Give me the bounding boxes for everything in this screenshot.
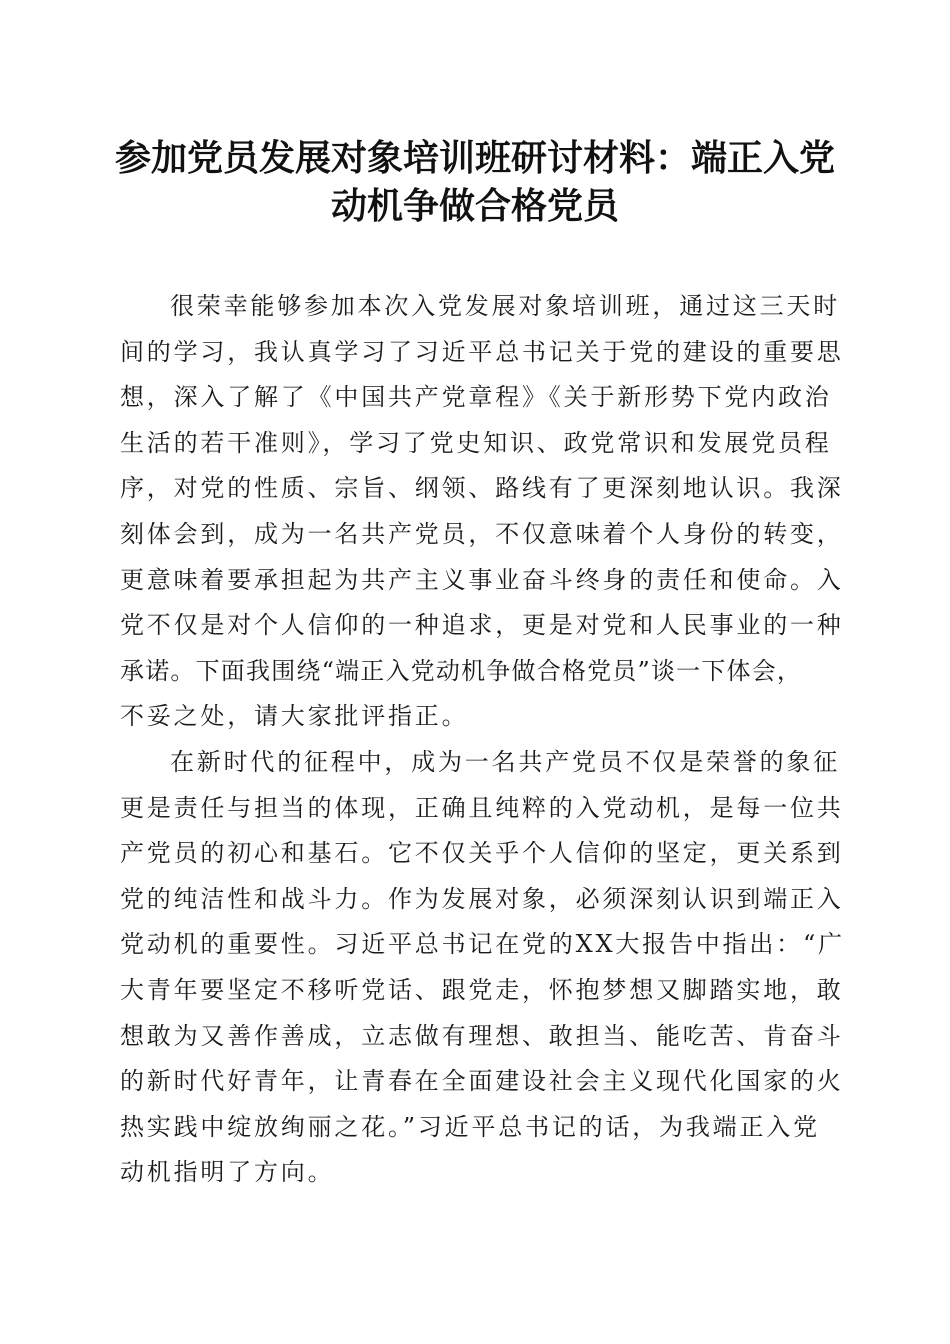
- paragraph-line: 想，深入了解了《中国共产党章程》《关于新形势下党内政治: [120, 383, 832, 412]
- paragraph-line: 的新时代好青年，让青春在全面建设社会主义现代化国家的火: [120, 1067, 844, 1096]
- paragraph-line: 更意味着要承担起为共产主义事业奋斗终身的责任和使命。入: [120, 565, 844, 594]
- paragraph-line: 间的学习，我认真学习了习近平总书记关于党的建设的重要思: [120, 337, 844, 366]
- paragraph-line: 大青年要坚定不移听党话、跟党走，怀抱梦想又脚踏实地，敢: [120, 975, 844, 1004]
- paragraph-line: 更是责任与担当的体现，正确且纯粹的入党动机，是每一位共: [120, 793, 844, 822]
- document-body: [120, 284, 845, 1196]
- paragraph-1: [120, 284, 844, 740]
- paragraph-line: 在新时代的征程中，成为一名共产党员不仅是荣誉的象征: [170, 747, 840, 776]
- title-line-1: 参加党员发展对象培训班研讨材料：端正入党: [114, 137, 835, 179]
- paragraph-line: 刻体会到，成为一名共产党员，不仅意味着个人身份的转变，: [120, 519, 844, 548]
- paragraph-line: 党的纯洁性和战斗力。作为发展对象，必须深刻认识到端正入: [120, 884, 844, 913]
- paragraph-line: 党动机的重要性。习近平总书记在党的XX大报告中指出：“广: [120, 930, 845, 959]
- paragraph-line: 序，对党的性质、宗旨、纲领、路线有了更深刻地认识。我深: [120, 474, 844, 503]
- paragraph-line: 产党员的初心和基石。它不仅关乎个人信仰的坚定，更关系到: [120, 839, 844, 868]
- paragraph-line: 不妥之处，请大家批评指正。: [120, 702, 469, 731]
- document-title: [100, 134, 850, 230]
- paragraph-line: 承诺。下面我围绕“端正入党动机争做合格党员”谈一下体会，: [120, 656, 803, 685]
- title-line-2: 动机争做合格党员: [330, 185, 619, 227]
- paragraph-line: 动机指明了方向。: [120, 1158, 335, 1187]
- paragraph-line: 生活的若干准则》，学习了党史知识、政党常识和发展党员程: [120, 428, 832, 457]
- paragraph-line: 很荣幸能够参加本次入党发展对象培训班，通过这三天时: [170, 292, 840, 320]
- paragraph-2: [120, 740, 845, 1196]
- paragraph-line: 热实践中绽放绚丽之花。”习近平总书记的话，为我端正入党: [120, 1112, 820, 1141]
- paragraph-line: 党不仅是对个人信仰的一种追求，更是对党和人民事业的一种: [120, 611, 844, 640]
- paragraph-line: 想敢为又善作善成，立志做有理想、敢担当、能吃苦、肯奋斗: [120, 1021, 844, 1050]
